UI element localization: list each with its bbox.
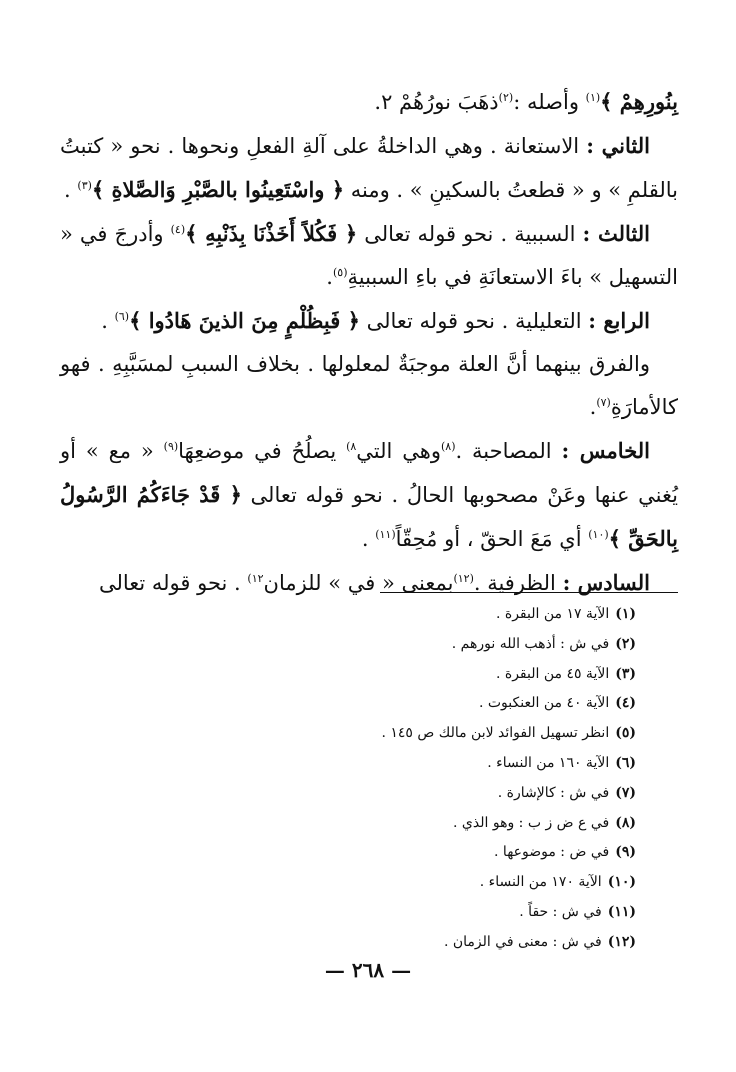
text: الظرفية . bbox=[473, 571, 563, 595]
footnote-number: (١٢) bbox=[607, 933, 636, 950]
main-text bbox=[60, 80, 678, 605]
paragraph-second bbox=[60, 124, 678, 212]
text: . bbox=[64, 178, 78, 202]
text: بمعنى « في » للزمان bbox=[263, 571, 454, 595]
footnote-number: (٥) bbox=[615, 725, 636, 742]
footnote-ref: (٢) bbox=[498, 91, 514, 104]
quran-quote: ﴿ واسْتَعِينُوا بالصَّبْرِ وَالصَّلاةِ ﴾ bbox=[91, 177, 345, 202]
quran-quote: بِنُورِهِمْ ﴾ bbox=[600, 89, 678, 114]
text: . bbox=[589, 395, 597, 419]
footnote-ref: (١٢) bbox=[453, 572, 474, 585]
footnote bbox=[236, 928, 636, 958]
footnote-text: في ع ض ز ب : وهو الذي . bbox=[453, 814, 610, 831]
footnote bbox=[236, 719, 636, 749]
section-heading: الثاني : bbox=[586, 133, 650, 158]
paragraph-fifth bbox=[60, 429, 678, 561]
footnotes-list bbox=[236, 600, 636, 958]
footnote bbox=[236, 898, 636, 928]
footnote-number: (٨) bbox=[615, 814, 636, 831]
paragraph-fourth bbox=[60, 299, 678, 343]
footnote bbox=[236, 779, 636, 809]
page-number: — ٢٦٨ — bbox=[324, 958, 412, 982]
text: المصاحبة . bbox=[455, 439, 562, 463]
quran-quote: ﴿ فَكُلاً أَخَذْنَا بِذَنْبِهِ ﴾ bbox=[185, 221, 358, 246]
quran-quote: ﴿ فَبِظُلْمٍ مِنَ الذينَ هَادُوا ﴾ bbox=[129, 308, 360, 333]
footnote-ref: (٦) bbox=[114, 310, 130, 323]
text: . bbox=[326, 265, 333, 289]
footnote-text: الآية ٤٥ من البقرة . bbox=[495, 665, 610, 682]
text: . bbox=[101, 309, 115, 333]
footnote-ref: (١٠) bbox=[588, 528, 609, 541]
paragraph-sixth bbox=[60, 561, 678, 605]
footnote-number: (٢) bbox=[615, 635, 636, 652]
footnote-number: (٦) bbox=[615, 754, 636, 771]
footnote-ref: (١) bbox=[585, 91, 601, 104]
section-heading: السادس : bbox=[562, 570, 650, 595]
footnote-number: (١٠) bbox=[607, 874, 636, 891]
text: السببية . نحو قوله تعالى bbox=[357, 222, 583, 246]
quran-quote: ﴿ قَدْ جَاءَكُمُ الرَّسُولُ بِالحَقِّ ﴾ bbox=[60, 482, 678, 551]
text: وأدرجَ في « التسهيل » باءَ الاستعانَةِ في باءِ السببيةِ bbox=[60, 222, 678, 289]
footnote-ref: (٧) bbox=[596, 396, 611, 409]
paragraph-third bbox=[60, 212, 678, 299]
footnote bbox=[236, 809, 636, 839]
footnote-ref: ١٢) bbox=[247, 572, 264, 585]
footnote-divider bbox=[380, 592, 678, 593]
footnote bbox=[236, 600, 636, 630]
footnote-ref: ٨) bbox=[346, 440, 357, 453]
footnote-text: في ض : موضوعها . bbox=[494, 844, 610, 861]
text: والفرق بينهما أنَّ العلة موجبَةٌ لمعلولها . بخلاف السببِ لمسَبَّبِهِ . فهو كالأمارَةِ bbox=[60, 352, 678, 419]
footnote-ref: (٤) bbox=[170, 223, 186, 236]
footnote-number: (١) bbox=[615, 606, 636, 622]
footnote-number: (٤) bbox=[615, 695, 636, 712]
footnote-number: (١١) bbox=[607, 903, 636, 920]
footnote-text: انظر تسهيل الفوائد لابن مالك ص ١٤٥ . bbox=[381, 725, 610, 742]
footnote-text: في ش : أذهب الله نورهم . bbox=[451, 635, 610, 652]
footnote-number: (٧) bbox=[615, 784, 636, 801]
text: . نحو قوله تعالى bbox=[98, 571, 248, 595]
footnote-text: في ش : معنى في الزمان . bbox=[443, 933, 602, 950]
footnote-ref: (٨) bbox=[440, 440, 456, 453]
footnote-text: الآية ١٧٠ من النساء . bbox=[479, 874, 602, 891]
footnote bbox=[236, 689, 636, 719]
footnote-text: في ش : كالإشارة . bbox=[497, 784, 610, 801]
footnote bbox=[236, 630, 636, 660]
section-heading: الخامس : bbox=[561, 438, 650, 463]
text: ذهَبَ نورُهُمْ ٢. bbox=[374, 90, 499, 114]
footnote-ref: (٩) bbox=[163, 440, 179, 453]
text: « مع » أو يُغني عنها وعَنْ مصحوبها الحالُ . نحو قوله تعالى bbox=[60, 439, 678, 507]
footnote-text: في ش : حقاً . bbox=[519, 903, 602, 920]
text: وهي التي bbox=[356, 439, 441, 463]
footnote bbox=[236, 660, 636, 690]
footnote-number: (٩) bbox=[615, 844, 636, 861]
footnote bbox=[236, 838, 636, 868]
footnote-ref: (١١) bbox=[375, 528, 396, 541]
text: الاستعانة . وهي الداخلةُ على آلةِ الفعلِ ونحوها . نحو « كتبتُ بالقلمِ » و « قطعتُ بالسكينِ » . ومنه bbox=[60, 134, 678, 202]
paragraph-continuation bbox=[60, 80, 678, 124]
footnote-text: الآية ٤٠ من العنكبوت . bbox=[478, 695, 610, 712]
footnote-text: الآية ١٧ من البقرة . bbox=[495, 606, 610, 622]
text: . bbox=[361, 527, 376, 551]
footnote-ref: (٥) bbox=[332, 266, 348, 279]
footnote bbox=[236, 868, 636, 898]
text: يصلُحُ في موضعِهَا bbox=[178, 439, 347, 463]
footnote-number: (٣) bbox=[615, 665, 636, 682]
text: أي مَعَ الحقّ ، أو مُحِقّاً bbox=[395, 527, 589, 551]
footnote-ref: (٣) bbox=[77, 179, 92, 192]
footnote-text: الآية ١٦٠ من النساء . bbox=[487, 754, 610, 771]
paragraph-difference bbox=[60, 343, 678, 429]
text: التعليلية . نحو قوله تعالى bbox=[359, 309, 589, 333]
section-heading: الثالث : bbox=[582, 221, 650, 246]
footnote bbox=[236, 749, 636, 779]
section-heading: الرابع : bbox=[588, 308, 650, 333]
text: وأصله : bbox=[513, 90, 586, 114]
